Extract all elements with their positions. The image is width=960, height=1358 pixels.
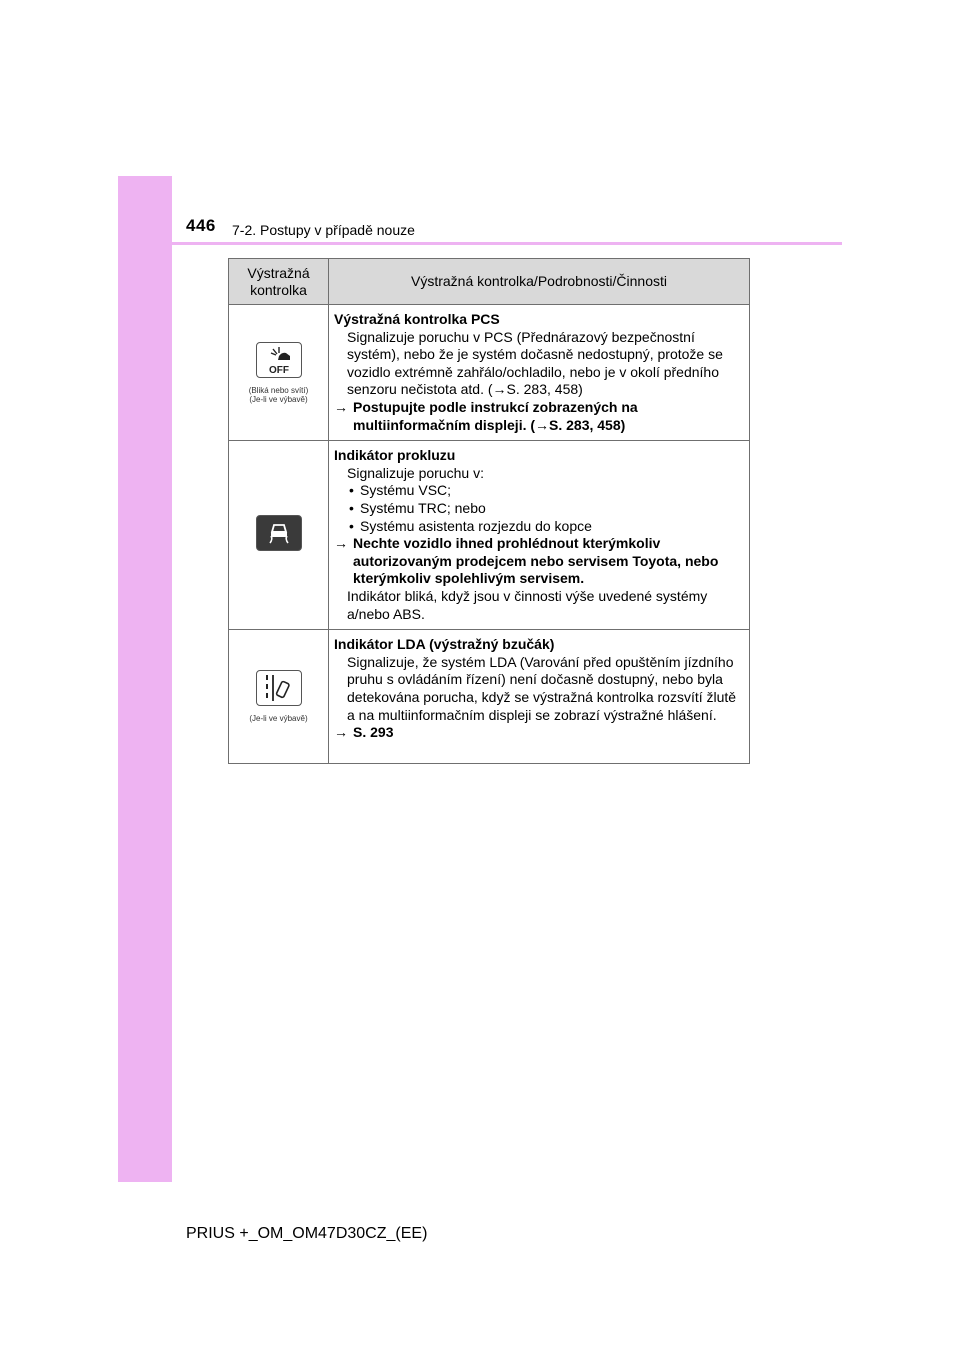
col-header-light: Výstražná kontrolka (229, 259, 329, 305)
side-tab-bar (118, 176, 172, 1182)
entry-title: Výstražná kontrolka PCS (334, 311, 500, 327)
icon-note-equipped: (Je-li ve výbavě) (249, 394, 308, 404)
entry-title: Indikátor LDA (výstražný bzučák) (334, 636, 555, 653)
entry-note: Indikátor bliká, když jsou v činnosti výše uvedené systémy a/nebo ABS. (347, 587, 708, 622)
table-header-row (229, 259, 750, 305)
entry-description: Signalizuje poruchu v: (347, 464, 484, 481)
section-title: 7-2. Postupy v případě nouze (232, 222, 415, 238)
page-number: 446 (186, 216, 216, 235)
details-cell (329, 305, 750, 441)
icon-cell (229, 441, 329, 630)
entry-action: → Postupujte podle instrukcí zobrazených na multiinformačním displeji. (→S. 283, 458) (334, 398, 638, 433)
entry-description: Signalizuje, že systém LDA (Varování před opuštěním jízdního pruhu s ovládáním řízení) není dočasně dostupný, nebo byla detekována porucha, když se výstražná kontrolka rozsvítí žlutě a na multiinformačním displeji se zobrazí výstražné hlášení. (347, 653, 737, 723)
entry-action: → S. 293 (334, 724, 394, 741)
header-rule (118, 242, 842, 245)
entry-description: Signalizuje poruchu v PCS (Přednárazový bezpečnostní systém), nebo že je systém dočasně nedostupný, protože se vozidlo extrémně zahřálo/ochladilo, nebo je v okolí předního senzoru nečistota atd. (→S. 283, 458) (347, 328, 723, 398)
icon-cell (229, 630, 329, 764)
details-cell (329, 630, 750, 764)
icon-note-blink: (Bliká nebo svítí) (248, 385, 309, 395)
list-item: • Systému VSC; (334, 482, 745, 500)
entry-action: → Nechte vozidlo ihned prohlédnout kterýmkoliv autorizovaným prodejcem nebo servisem Toyota, nebo kterýmkoliv spolehlivým servisem. (334, 535, 719, 587)
slip-indicator-icon (256, 515, 302, 551)
svg-text:OFF: OFF (268, 364, 289, 376)
arrow-icon: → (334, 398, 348, 415)
warning-table (228, 258, 750, 764)
list-item: • Systému TRC; nebo (334, 500, 745, 518)
entry-title: Indikátor prokluzu (334, 447, 456, 464)
list-item: • Systému asistenta rozjezdu do kopce (334, 518, 745, 536)
arrow-icon: → (334, 535, 348, 552)
document-code: PRIUS +_OM_OM47D30CZ_(EE) (186, 1225, 428, 1242)
table-row (229, 305, 750, 441)
icon-cell (229, 305, 329, 441)
table-row (229, 441, 750, 630)
pcs-off-icon (256, 342, 302, 378)
table-row (229, 630, 750, 764)
lda-icon (256, 670, 302, 706)
col-header-details: Výstražná kontrolka/Podrobnosti/Činnosti (329, 259, 750, 305)
icon-note-equipped: (Je-li ve výbavě) (249, 714, 308, 724)
details-cell (329, 441, 750, 630)
arrow-icon: → (334, 724, 348, 741)
